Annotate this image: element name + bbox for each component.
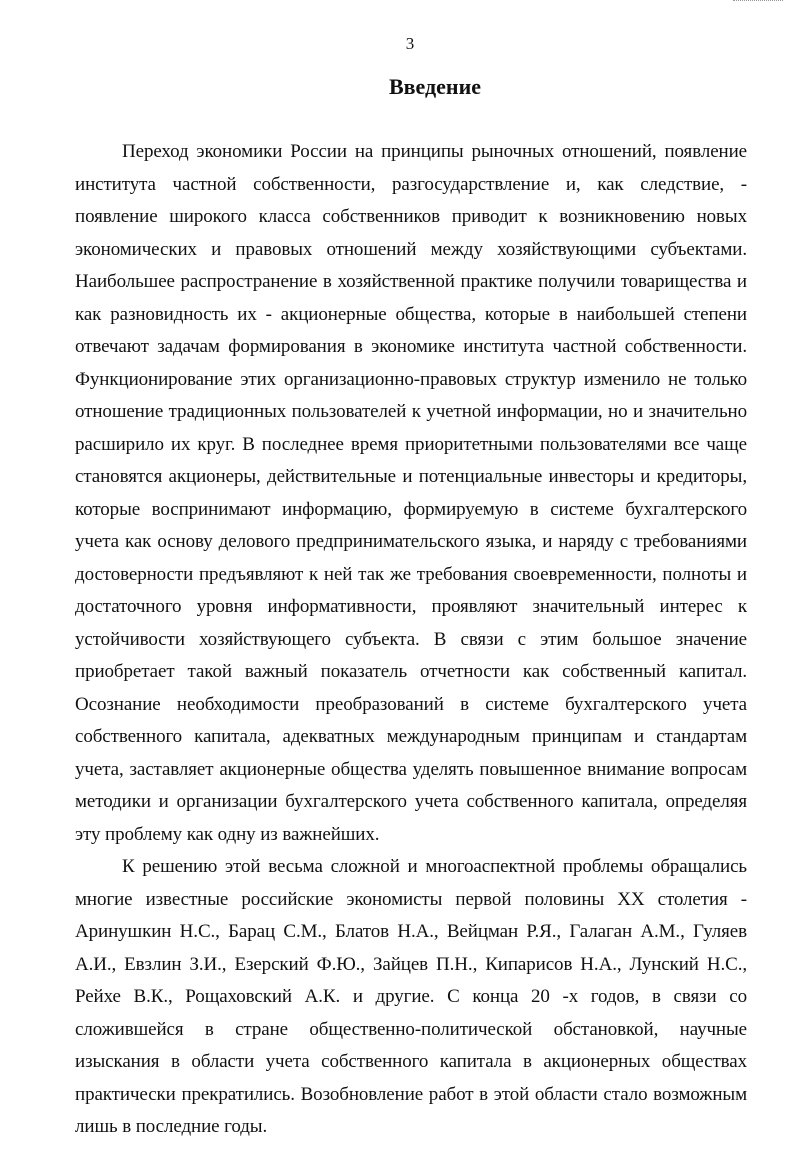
paragraph-2: К решению этой весьма сложной и многоаспектной проблемы обращались многие известные российские экономисты первой половины XX столетия - Аринушкин Н.С., Барац С.М., Блатов Н.А., Вейцман Р.Я., Галаган А.М., Гуляев А.И., Евзлин З.И., Езерский Ф.Ю., Зайцев П.Н., Кипарисов Н.А., Лунский Н.С., Рейхе В.К., Рощаховский А.К. и другие. С конца 20 -х годов, в связи со сложившейся в стране общественно-политической обстановкой, научные изыскания в области учета собственного капитала в акционерных обществах практически прекратились. Возобновление работ в этой области стало возможным лишь в последние годы. [75, 856, 747, 1137]
page-number: 3 [405, 34, 415, 53]
section-heading: Введение [388, 74, 482, 99]
body-text [75, 136, 747, 1144]
scan-corner-mark [733, 0, 783, 5]
paragraph-1: Переход экономики России на принципы рыночных отношений, появление института частной собственности, разгосударствление и, как следствие, - появление широкого класса собственников приводит к возникновению новых экономических и правовых отношений между хозяйствующими субъектами. Наибольшее распространение в хозяйственной практике получили товарищества и как разновидность их - акционерные общества, которые в наибольшей степени отвечают задачам формирования в экономике института частной собственности. Функционирование этих организационно-правовых структур изменило не только отношение традиционных пользователей к учетной информации, но и значительно расширило их круг. В последнее время приоритетными пользователями все чаще становятся акционеры, действительные и потенциальные инвесторы и кредиторы, которые воспринимают информацию, формируемую в системе бухгалтерского учета как основу делового предпринимательского языка, и наряду с требованиями достоверности предъявляют к ней так же требования своевременности, полноты и достаточного уровня информативности, проявляют значительный интерес к устойчивости хозяйствующего субъекта. В связи с этим большое значение приобретает такой важный показатель отчетности как собственный капитал. Осознание необходимости преобразований в системе бухгалтерского учета собственного капитала, адекватных международным принципам и стандартам учета, заставляет акционерные общества уделять повышенное внимание вопросам методики и организации бухгалтерского учета собственного капитала, определяя эту проблему как одну из важнейших. [75, 141, 747, 845]
